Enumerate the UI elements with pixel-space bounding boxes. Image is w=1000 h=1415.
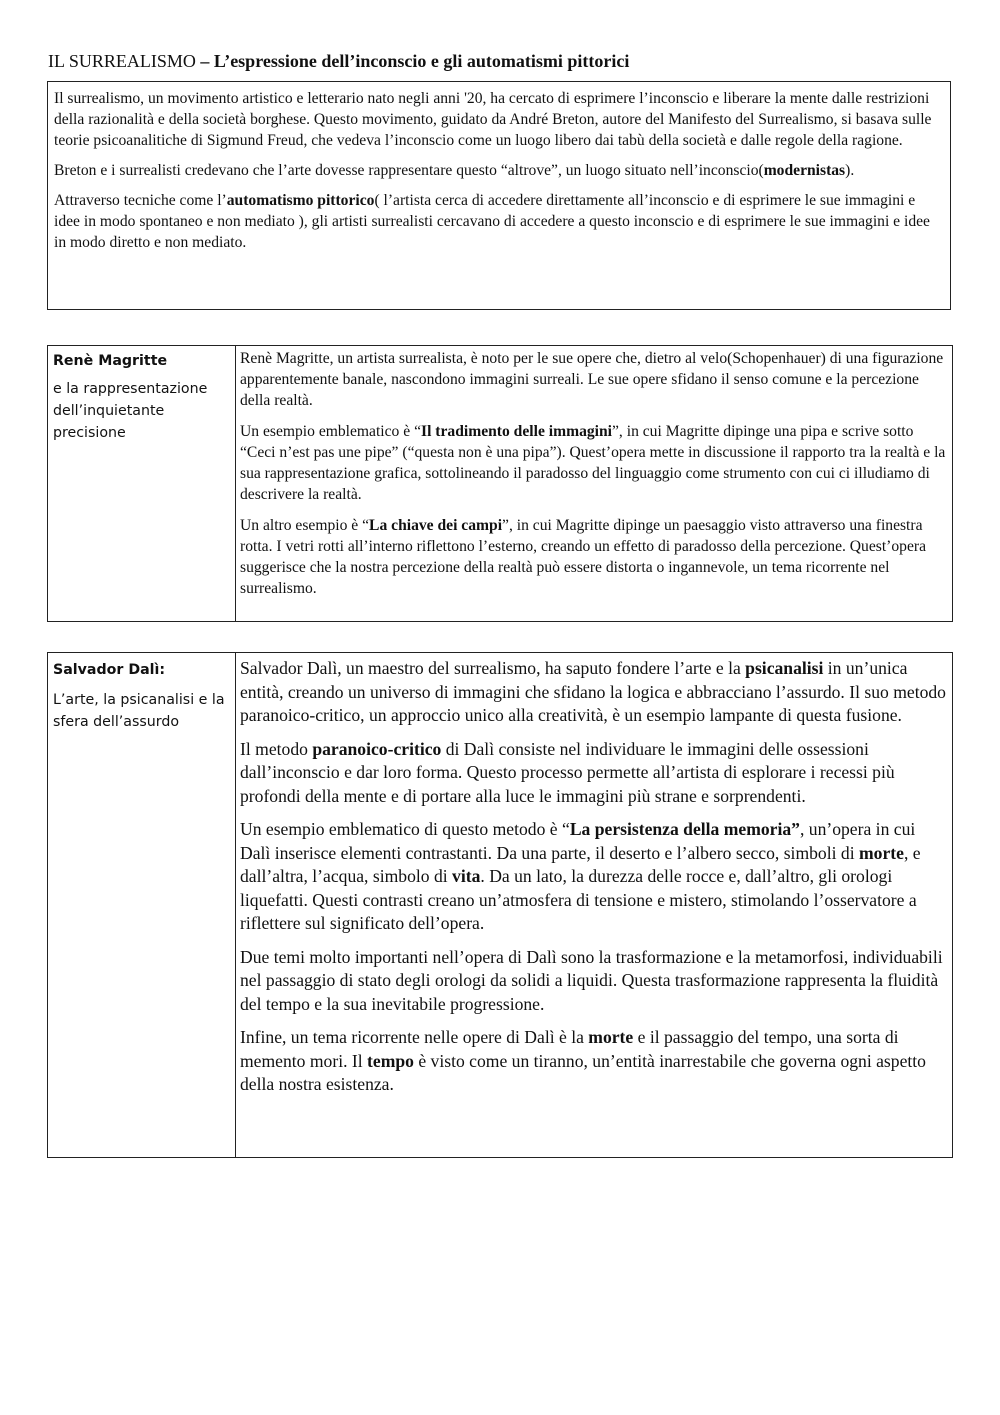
magritte-p3-end: ”, in cui Magritte dipinge un paesaggio visto attraverso una finestra rotta. I vetri rotti all’interno riflettono l’esterno, creando un effetto di paradosso della percezione. Quest’opera suggerisce che la nostra percezione della realtà può essere distorta o ingannevole, un tema ricorrente nel surrealismo. xyxy=(240,517,927,597)
dali-paragraph-5 xyxy=(240,1026,949,1097)
intro-p3-end: ( l’artista cerca di accedere direttamente all’inconscio e di esprimere le sue immagini e idee in modo spontaneo e non mediato ), gli artisti surrealisti cercavano di accedere a questo inconscio e di esprimere le sue immagini e idee in modo diretto e non mediato. xyxy=(54,192,930,251)
dali-p3-text-2: , un’opera in cui Dalì inserisce elementi contrastanti. Da una parte, il deserto e l’albero secco, simboli di xyxy=(240,819,916,863)
magritte-p2-end: ”, in cui Magritte dipinge una pipa e scrive sotto “Ceci n’est pas une pipe” (“questa non è una pipa”). Quest’opera mette in discussione il rapporto tra la realtà e la sua rappresentazione grafica, sottolineando il paradosso del linguaggio come strumento con cui ci illudiamo di descrivere la realtà. xyxy=(240,423,946,503)
dali-p1-text: Salvador Dalì, un maestro del surrealismo, ha saputo fondere l’arte e la xyxy=(240,658,746,678)
dali-side-cell xyxy=(48,653,236,1158)
dali-p3-text-3: , e dall’altra, l’acqua, simbolo di xyxy=(240,842,921,886)
dali-p5-text: Infine, un tema ricorrente nelle opere di Dalì è la xyxy=(240,1027,589,1047)
dali-p3-text: Un esempio emblematico di questo metodo è “ xyxy=(240,819,570,839)
intro-p2-end: ). xyxy=(845,162,855,179)
intro-paragraph-2 xyxy=(54,160,944,181)
dali-p1-end: in un’unica entità, creando un universo di immagini che sfidano la logica e abbracciano l’assurdo. Il suo metodo paranoico-critico, un approccio unico alla creatività, è un esempio lampante di questa fusione. xyxy=(240,658,946,725)
dali-p2-bold: paranoico-critico xyxy=(312,738,442,759)
dali-p2-end: di Dalì consiste nel individuare le immagini delle ossessioni dall’inconscio e dar loro forma. Questo processo permette all’artista di esplorare i recessi più profondi della mente e di portare alla luce le immagini più strane e sorprendenti. xyxy=(240,738,895,806)
magritte-p2-text: Un esempio emblematico è “ xyxy=(240,423,421,440)
dali-p2-text: Il metodo xyxy=(240,738,313,759)
dali-section xyxy=(47,652,953,1158)
dali-paragraph-1 xyxy=(240,657,949,728)
dali-p3-bold-morte: morte xyxy=(859,842,904,863)
dali-p5-end: è visto come un tiranno, un’entità inarrestabile che governa ogni aspetto della nostra esistenza. xyxy=(240,1050,926,1094)
intro-p2-bold: modernistas xyxy=(763,162,846,179)
dali-p1-bold: psicanalisi xyxy=(745,658,824,678)
page-title xyxy=(48,50,629,72)
magritte-paragraph-1: Renè Magritte, un artista surrealista, è noto per le sue opere che, dietro al velo(Schopenhauer) di una figurazione apparentemente banale, nascondono immagini surreali. Le sue opere sfidano il senso comune e la percezione della realtà. xyxy=(240,350,944,409)
magritte-side-cell xyxy=(48,346,236,622)
dali-text-cell xyxy=(236,653,953,1158)
intro-paragraph-1: Il surrealismo, un movimento artistico e letterario nato negli anni '20, ha cercato di esprimere l’inconscio e liberare la mente dalle restrizioni della razionalità e della società borghese. Questo movimento, guidato da André Breton, autore del Manifesto del Surrealismo, si basava sulle teorie psicoanalitiche di Sigmund Freud, che vedeva l’inconscio come un luogo libero dai tabù della società e dalle regole della ragione. xyxy=(54,90,932,149)
magritte-paragraph-3 xyxy=(240,515,949,599)
intro-p3-text: Attraverso tecniche come l’ xyxy=(54,192,227,209)
magritte-p3-text: Un altro esempio è “ xyxy=(240,517,370,534)
magritte-p2-bold: Il tradimento delle immagini xyxy=(421,423,613,440)
page-title-bold: – L’espressione dell’inconscio e gli automatismi pittorici xyxy=(200,51,630,71)
intro-p3-bold: automatismo pittorico xyxy=(226,192,375,209)
page-title-prefix: IL SURREALISMO xyxy=(48,51,201,71)
magritte-p3-bold: La chiave dei campi xyxy=(369,517,503,534)
magritte-subtitle: e la rappresentazione dell’inquietante precisione xyxy=(53,381,208,441)
magritte-text-cell xyxy=(236,346,953,622)
magritte-section xyxy=(47,345,953,622)
dali-paragraph-4: Due temi molto importanti nell’opera di Dalì sono la trasformazione e la metamorfosi, individuabili nel passaggio di stato degli orologi da solidi a liquidi. Questa trasformazione rappresenta la fluidità del tempo e la sua inevitabile progressione. xyxy=(240,946,943,1014)
dali-p3-bold: La persistenza della memoria” xyxy=(569,819,800,839)
dali-subtitle: L’arte, la psicanalisi e la sfera dell’assurdo xyxy=(53,692,225,730)
dali-p3-end: . Da un lato, la durezza delle rocce e, dall’altro, gli orologi liquefatti. Questi contrasti creano un’atmosfera di tensione e mistero, stimolando l’osservatore a riflettere sul significato dell’opera. xyxy=(240,866,917,933)
dali-paragraph-2 xyxy=(240,738,949,809)
magritte-name: Renè Magritte xyxy=(53,353,168,369)
dali-p5-bold-tempo: tempo xyxy=(367,1050,414,1071)
magritte-paragraph-2 xyxy=(240,421,949,505)
dali-paragraph-3 xyxy=(240,818,949,936)
dali-p3-bold-vita: vita xyxy=(452,866,481,886)
intro-box xyxy=(47,81,951,310)
intro-p2-text: Breton e i surrealisti credevano che l’arte dovesse rappresentare questo “altrove”, un luogo situato nell’inconscio( xyxy=(54,162,764,179)
dali-p5-bold-morte: morte xyxy=(588,1027,634,1047)
dali-p5-text-2: e il passaggio del tempo, una sorta di memento mori. Il xyxy=(240,1027,899,1071)
intro-paragraph-3 xyxy=(54,190,944,253)
dali-name: Salvador Dalì: xyxy=(53,662,166,678)
